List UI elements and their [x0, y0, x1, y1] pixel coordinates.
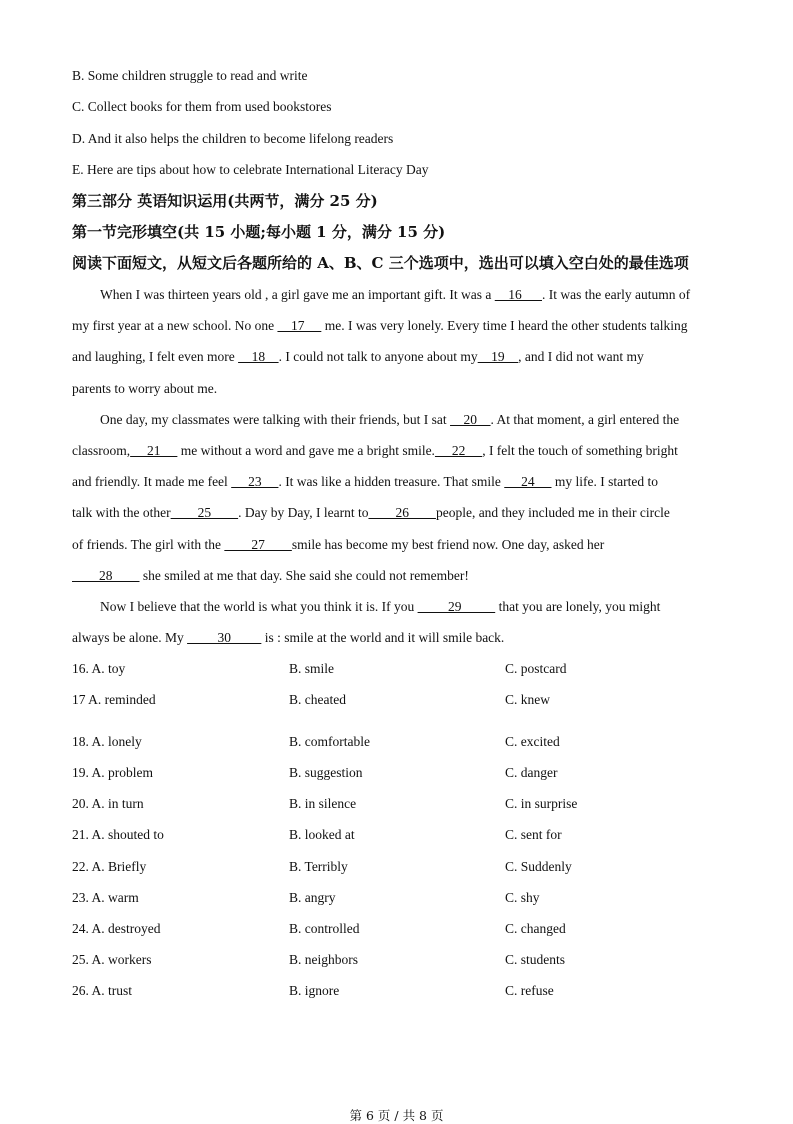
- passage-line: [72, 381, 217, 397]
- blank-22: 22: [434, 443, 483, 458]
- passage-line: [72, 568, 469, 584]
- blank-17: 17: [277, 318, 322, 334]
- passage-text: , I felt the touch of something bright: [482, 443, 678, 458]
- question-24-option: C. changed: [505, 921, 566, 936]
- passage-text: and laughing, I felt even more: [72, 349, 239, 365]
- question-26-option: 26. A. trust: [72, 983, 133, 998]
- question-24-option: B. controlled: [289, 921, 360, 936]
- passage-line: [72, 349, 644, 365]
- blank-24: 24: [504, 474, 552, 490]
- question-16-option: B. smile: [289, 661, 335, 676]
- question-25-option: 25. A. workers: [72, 952, 152, 967]
- passage-line: [100, 287, 690, 303]
- question-22-option: C. Suddenly: [505, 859, 572, 874]
- option-line: B. Some children struggle to read and write: [72, 68, 308, 83]
- option-line: D. And it also helps the children to become lifelong readers: [72, 131, 394, 146]
- passage-text: she smiled at me that day. She said she could not remember!: [139, 567, 469, 583]
- page-footer: 第 6 页 / 共 8 页: [349, 1108, 444, 1123]
- passage-text: , and I did not want my: [518, 349, 644, 365]
- question-21-option: 21. A. shouted to: [72, 827, 164, 842]
- passage-text: me. I was very lonely. Every time I heard the other students talking: [321, 318, 688, 334]
- question-25-option: C. students: [505, 952, 566, 967]
- passage-text: . Day by Day, I learnt to: [238, 505, 369, 521]
- passage-line: [72, 474, 658, 490]
- passage-line: [100, 599, 660, 615]
- passage-text: always be alone. My: [72, 630, 188, 646]
- question-26-option: C. refuse: [505, 983, 554, 998]
- question-21-option: C. sent for: [505, 827, 562, 842]
- question-18-option: B. comfortable: [289, 734, 370, 749]
- question-21-option: B. looked at: [289, 827, 355, 842]
- question-19-option: B. suggestion: [289, 765, 363, 780]
- question-17-option: B. cheated: [289, 692, 346, 707]
- blank-27: 27: [224, 536, 292, 552]
- passage-text: is : smile at the world and it will smile back.: [261, 630, 505, 646]
- question-20-option: C. in surprise: [505, 796, 578, 811]
- blank-20: 20: [450, 411, 491, 427]
- question-22-option: B. Terribly: [289, 859, 348, 874]
- passage-text: talk with the other: [72, 505, 171, 521]
- passage-text: Now I believe that the world is what you think it is. If you: [100, 599, 418, 614]
- passage-text: . It was like a hidden treasure. That smile: [278, 474, 505, 490]
- blank-25: 25: [170, 505, 239, 521]
- blank-18: 18: [238, 349, 279, 365]
- question-18-option: 18. A. lonely: [72, 734, 142, 749]
- passage-text: One day, my classmates were talking with their friends, but I sat: [100, 411, 451, 427]
- passage-text: . I could not talk to anyone about my: [278, 349, 478, 365]
- passage-text: classroom,: [72, 443, 131, 458]
- question-16-option: C. postcard: [505, 661, 567, 676]
- question-16-option: 16. A. toy: [72, 661, 126, 676]
- passage-text: smile has become my best friend now. One day, asked her: [291, 536, 605, 552]
- option-line: C. Collect books for them from used bookstores: [72, 99, 332, 114]
- blank-23: 23: [231, 474, 279, 490]
- blank-28: 28: [72, 567, 140, 583]
- question-23-option: C. shy: [505, 890, 540, 905]
- passage-line: [72, 505, 670, 521]
- question-17-option: C. knew: [505, 692, 550, 707]
- question-22-option: 22. A. Briefly: [72, 859, 147, 874]
- passage-text: . It was the early autumn of: [542, 287, 691, 302]
- section-heading: 第一节完形填空(共 15 小题;每小题 1 分，满分 15 分): [72, 223, 446, 241]
- question-25-option: B. neighbors: [289, 952, 358, 967]
- passage-line: [72, 318, 687, 334]
- blank-26: 26: [368, 505, 436, 521]
- passage-text: my first year at a new school. No one: [72, 318, 278, 334]
- option-line: E. Here are tips about how to celebrate International Literacy Day: [72, 162, 429, 177]
- passage-line: [72, 630, 504, 646]
- passage-text: people, and they included me in their circle: [435, 505, 670, 521]
- passage-text: When I was thirteen years old , a girl gave me an important gift. It was a: [100, 287, 495, 302]
- passage-text: of friends. The girl with the: [72, 536, 225, 552]
- question-23-option: 23. A. warm: [72, 890, 139, 905]
- question-23-option: B. angry: [289, 890, 336, 905]
- blank-30: 30: [187, 630, 262, 646]
- question-19-option: 19. A. problem: [72, 765, 153, 780]
- passage-line: [72, 537, 604, 553]
- section-heading: 阅读下面短文，从短文后各题所给的 A、B、C 三个选项中，选出可以填入空白处的最佳选项: [72, 254, 689, 272]
- passage-text: parents to worry about me.: [72, 380, 218, 396]
- section-heading: 第三部分 英语知识运用(共两节，满分 25 分): [72, 192, 378, 210]
- passage-text: me without a word and gave me a bright smile.: [177, 443, 435, 458]
- question-18-option: C. excited: [505, 734, 560, 749]
- passage-text: and friendly. It made me feel: [72, 474, 232, 490]
- question-17-option: 17 A. reminded: [72, 692, 156, 707]
- blank-21: 21: [130, 443, 178, 458]
- blank-16: 16: [494, 287, 542, 302]
- passage-text: my life. I started to: [551, 474, 658, 490]
- question-20-option: B. in silence: [289, 796, 357, 811]
- passage-line: [72, 443, 678, 459]
- passage-line: [100, 412, 679, 428]
- question-20-option: 20. A. in turn: [72, 796, 144, 811]
- passage-text: . At that moment, a girl entered the: [490, 411, 680, 427]
- blank-29: 29: [417, 599, 496, 614]
- blank-19: 19: [477, 349, 519, 365]
- passage-text: that you are lonely, you might: [495, 599, 661, 614]
- question-24-option: 24. A. destroyed: [72, 921, 161, 936]
- question-26-option: B. ignore: [289, 983, 340, 998]
- question-19-option: C. danger: [505, 765, 558, 780]
